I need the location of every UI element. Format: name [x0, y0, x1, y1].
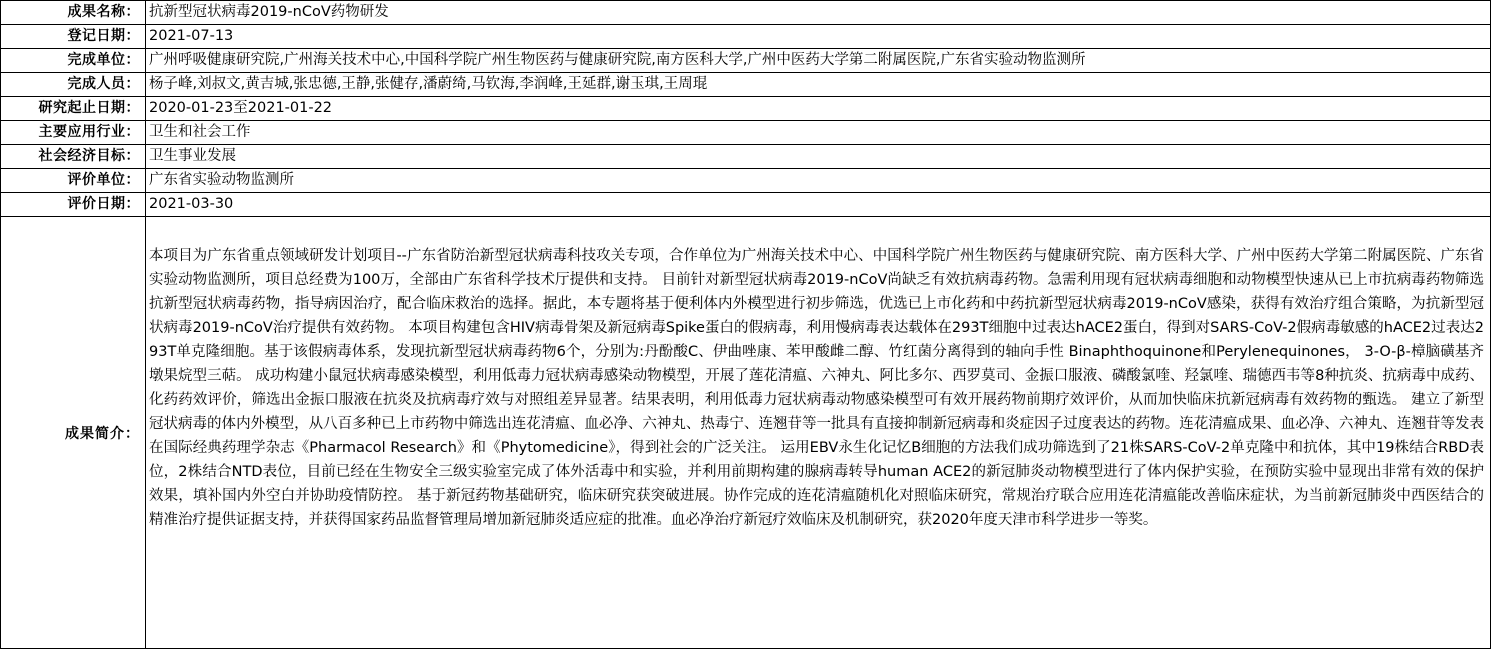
row-evaluation-date: [1, 193, 1491, 217]
completing-personnel-label: 完成人员：: [1, 73, 146, 97]
evaluation-date-value: 2021-03-30: [146, 193, 1491, 217]
row-research-period: [1, 97, 1491, 121]
evaluation-unit-value: 广东省实验动物监测所: [146, 169, 1491, 193]
evaluation-date-label: 评价日期：: [1, 193, 146, 217]
registration-date-label: 登记日期：: [1, 25, 146, 49]
socioeconomic-goal-value: 卫生事业发展: [146, 145, 1491, 169]
row-completing-units: [1, 49, 1491, 73]
achievement-name-label: 成果名称：: [1, 1, 146, 25]
row-main-industry: [1, 121, 1491, 145]
main-industry-value: 卫生和社会工作: [146, 121, 1491, 145]
evaluation-unit-label: 评价单位：: [1, 169, 146, 193]
research-period-label: 研究起止日期：: [1, 97, 146, 121]
completing-units-value: 广州呼吸健康研究院,广州海关技术中心,中国科学院广州生物医药与健康研究院,南方医科大学,广州中医药大学第二附属医院,广东省实验动物监测所: [146, 49, 1491, 73]
research-period-value: 2020-01-23至2021-01-22: [146, 97, 1491, 121]
row-achievement-summary: [1, 217, 1491, 649]
row-achievement-name: [1, 1, 1491, 25]
completing-personnel-value: 杨子峰,刘叔文,黄吉城,张忠德,王静,张健存,潘蔚绮,马钦海,李润峰,王延群,谢玉琪,王周琨: [146, 73, 1491, 97]
row-registration-date: [1, 25, 1491, 49]
achievement-summary-label: 成果简介：: [1, 217, 146, 649]
row-evaluation-unit: [1, 169, 1491, 193]
row-socioeconomic-goal: [1, 145, 1491, 169]
achievement-summary-text: 本项目为广东省重点领域研发计划项目--广东省防治新型冠状病毒科技攻关专项，合作单位为广州海关技术中心、中国科学院广州生物医药与健康研究院、南方医科大学、广州中医药大学第二附属医院、广东省实验动物监测所，项目总经费为100万，全部由广东省科学技术厅提供和支持。 目前针对新型冠状病毒2019-nCoV尚缺乏有效抗病毒药物。急需利用现有冠状病毒细胞和动物模型快速从已上市抗病毒药物筛选抗新型冠状病毒药物，指导病因治疗，配合临床救治的选择。据此，本专题将基于便利体内外模型进行初步筛选，优选已上市化药和中药抗新型冠状病毒2019-nCoV感染，获得有效治疗组合策略，为抗新型冠状病毒2019-nCoV治疗提供有效药物。 本项目构建包含HIV病毒骨架及新冠病毒Spike蛋白的假病毒，利用慢病毒表达载体在293T细胞中过表达hACE2蛋白，得到对SARS-CoV-2假病毒敏感的hACE2过表达293T单克隆细胞。基于该假病毒体系，发现抗新型冠状病毒药物6个，分别为:丹酚酸C、伊曲唑康、苯甲酸雌二醇、竹红菌分离得到的轴向手性 Binaphthoquinone和Perylenequinones， 3-O-β-樟脑磺基齐墩果烷型三萜。 成功构建小鼠冠状病毒感染模型，利用低毒力冠状病毒感染动物模型，开展了莲花清瘟、六神丸、阿比多尔、西罗莫司、金振口服液、磷酸氯喹、羟氯喹、瑞德西韦等8种抗炎、抗病毒中成药、化药药效评价，筛选出金振口服液在抗炎及抗病毒疗效与对照组差异显著。结果表明，利用低毒力冠状病毒动物感染模型可有效开展药物前期疗效评价，从而加快临床抗新冠病毒有效药物的甄选。 建立了新型冠状病毒的体内外模型，从八百多种已上市药物中筛选出连花清瘟、血必净、六神丸、热毒宁、连翘苷等一批具有直接抑制新冠病毒和炎症因子过度表达的药物。连花清瘟成果、血必净、六神丸、连翘苷等发表在国际经典药理学杂志《Pharmacol Research》和《Phytomedicine》，得到社会的广泛关注。 运用EBV永生化记忆B细胞的方法我们成功筛选到了21株SARS-CoV-2单克隆中和抗体，其中19株结合RBD表位，2株结合NTD表位，目前已经在生物安全三级实验室完成了体外活毒中和实验，并利用前期构建的腺病毒转导human ACE2的新冠肺炎动物模型进行了体内保护实验，在预防实验中显现出非常有效的保护效果，填补国内外空白并协助疫情防控。 基于新冠药物基础研究，临床研究获突破进展。协作完成的连花清瘟随机化对照临床研究，常规治疗联合应用连花清瘟能改善临床症状，为当前新冠肺炎中西医结合的精准治疗提供证据支持，并获得国家药品监督管理局增加新冠肺炎适应症的批准。血必净治疗新冠疗效临床及机制研究，获2020年度天津市科学进步一等奖。: [146, 217, 1491, 649]
completing-units-label: 完成单位：: [1, 49, 146, 73]
registration-date-value: 2021-07-13: [146, 25, 1491, 49]
main-industry-label: 主要应用行业：: [1, 121, 146, 145]
socioeconomic-goal-label: 社会经济目标：: [1, 145, 146, 169]
achievement-name-value: 抗新型冠状病毒2019-nCoV药物研发: [146, 1, 1491, 25]
row-completing-personnel: [1, 73, 1491, 97]
